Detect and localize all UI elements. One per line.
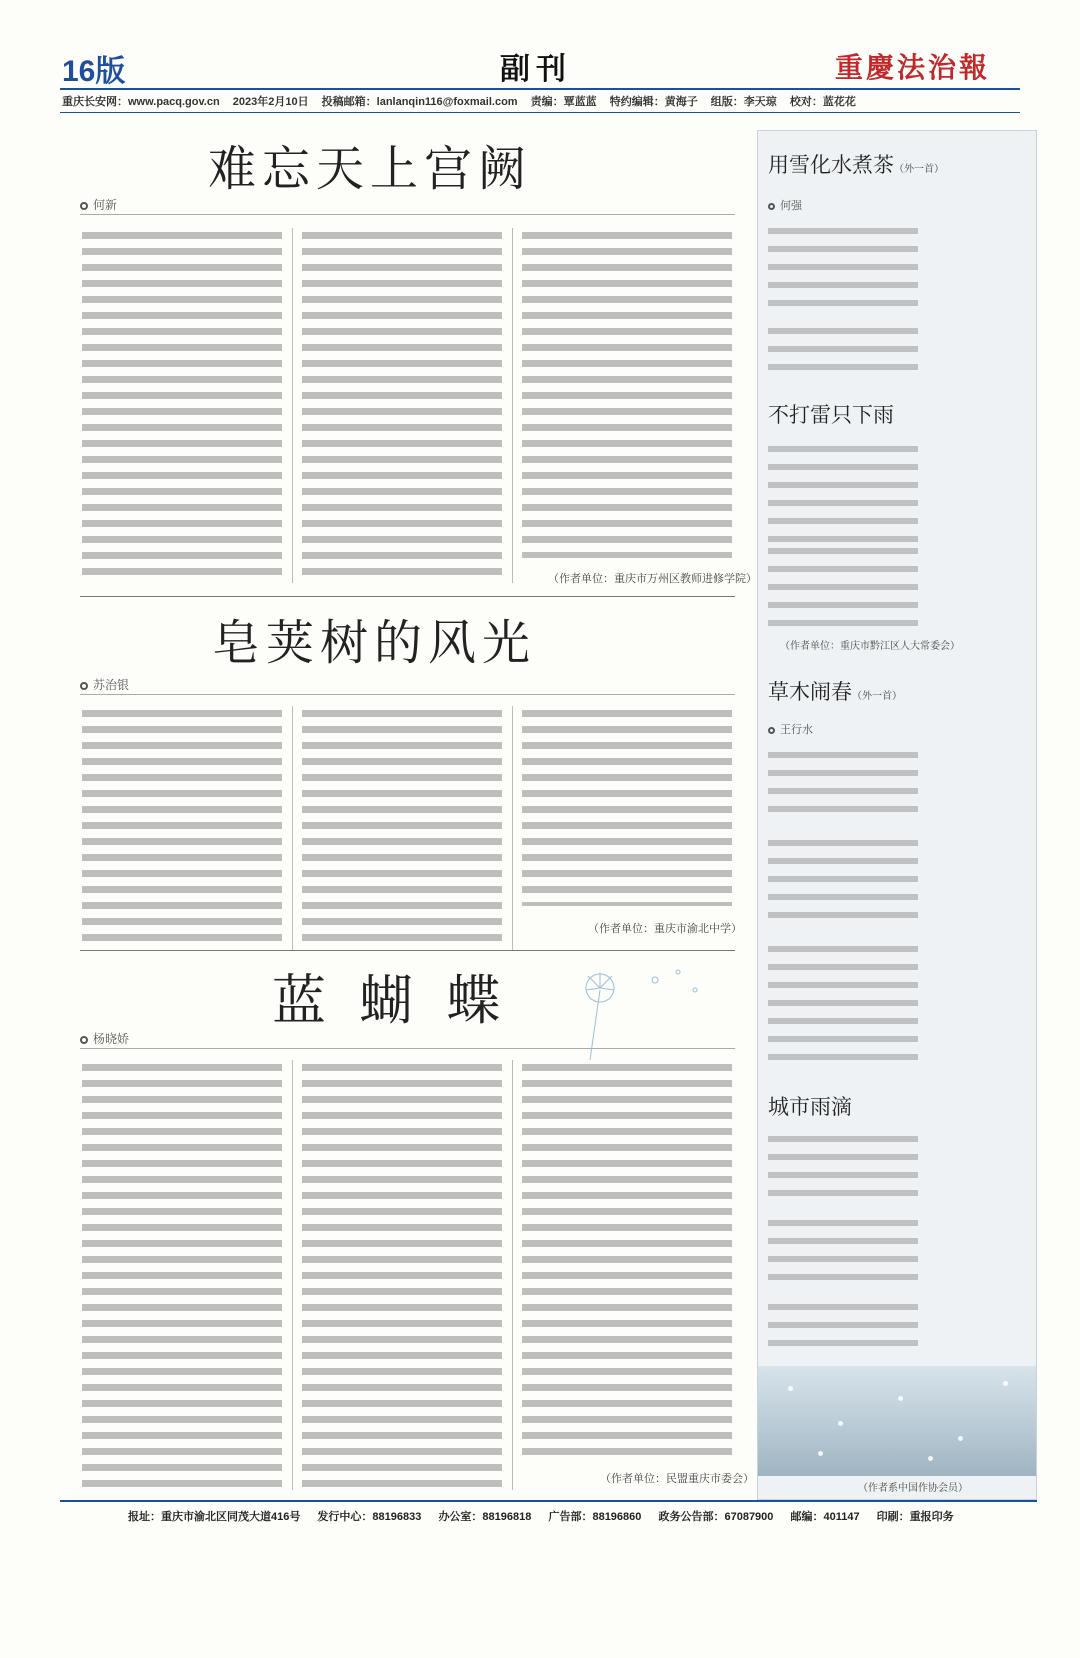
masthead bbox=[40, 38, 1040, 88]
masthead-rule bbox=[60, 88, 1020, 90]
divider bbox=[80, 694, 735, 695]
footer-gov-notice: 政务公告部：67087900 bbox=[658, 1511, 774, 1523]
article-title: 皂荚树的风光 bbox=[212, 615, 537, 671]
layout-editor: 组版：李天琼 bbox=[710, 96, 777, 108]
poem-body bbox=[768, 441, 918, 549]
divider bbox=[80, 596, 735, 597]
column-divider bbox=[292, 706, 293, 951]
article-body-column bbox=[302, 228, 502, 583]
site-link[interactable]: 重庆长安网：www.pacq.gov.cn bbox=[62, 96, 220, 108]
author-name: 苏治银 bbox=[93, 678, 130, 692]
poem-body bbox=[768, 223, 918, 315]
footer-distribution: 发行中心：88196833 bbox=[317, 1511, 422, 1523]
column-divider bbox=[512, 706, 513, 951]
footer-postcode: 邮编：401147 bbox=[790, 1511, 860, 1523]
poem-body bbox=[768, 1299, 918, 1355]
author-affiliation: （作者单位：重庆市黔江区人大常委会） bbox=[780, 641, 960, 652]
poem-title: 用雪化水煮茶（外一首） bbox=[768, 153, 944, 177]
poem-body bbox=[768, 543, 918, 635]
article-title: 蓝 蝴 蝶 bbox=[272, 969, 509, 1032]
article-title: 难忘天上宫阙 bbox=[208, 141, 533, 197]
bullet-icon bbox=[80, 202, 88, 210]
poetry-sidebar bbox=[757, 130, 1037, 1500]
author-name: 何新 bbox=[93, 198, 118, 212]
article-body-column bbox=[522, 706, 732, 906]
article-body-column bbox=[82, 1060, 282, 1490]
poem-body bbox=[768, 1215, 918, 1289]
divider bbox=[80, 950, 735, 951]
footer-office: 办公室：88196818 bbox=[438, 1511, 532, 1523]
author-name: 杨晓娇 bbox=[93, 1032, 130, 1046]
poem-body bbox=[768, 1131, 918, 1205]
column-divider bbox=[292, 228, 293, 583]
special-editor: 特约编辑：黄海子 bbox=[609, 96, 698, 108]
bullet-icon bbox=[80, 1036, 88, 1044]
footer-ads: 广告部：88196860 bbox=[548, 1511, 642, 1523]
author-affiliation: （作者单位：民盟重庆市委会） bbox=[600, 1472, 754, 1485]
divider bbox=[80, 1048, 735, 1049]
article-body-column bbox=[82, 706, 282, 951]
dandelion-illustration bbox=[560, 950, 720, 1060]
divider bbox=[80, 214, 735, 215]
article-byline bbox=[80, 1030, 129, 1047]
column-divider bbox=[512, 228, 513, 583]
article-body-column bbox=[302, 1060, 502, 1490]
poem-title: 草木闹春（外一首） bbox=[768, 680, 902, 704]
article-body-column bbox=[82, 228, 282, 583]
bullet-icon bbox=[768, 727, 775, 734]
column-divider bbox=[292, 1060, 293, 1490]
footer-rule bbox=[60, 1500, 1037, 1502]
poem-byline: 何强 bbox=[768, 197, 802, 213]
poem-byline: 王行水 bbox=[768, 721, 813, 737]
newspaper-logo: 重慶法治報 bbox=[834, 51, 990, 84]
author-affiliation: （作者单位：重庆市渝北中学） bbox=[588, 922, 742, 935]
poem-body bbox=[768, 941, 918, 1067]
column-divider bbox=[512, 1060, 513, 1490]
author-affiliation: （作者系中国作协会员） bbox=[858, 1483, 968, 1494]
footer-printer: 印刷：重报印务 bbox=[876, 1511, 954, 1523]
poem-title: 城市雨滴 bbox=[768, 1095, 852, 1119]
issue-date: 2023年2月10日 bbox=[232, 96, 309, 108]
article-body-column bbox=[522, 1060, 732, 1455]
article-body-column bbox=[302, 706, 502, 951]
info-bar bbox=[62, 93, 1022, 109]
proofreader: 校对：蓝花花 bbox=[789, 96, 856, 108]
snowfall-illustration bbox=[758, 1366, 1036, 1476]
editor: 责编：覃蓝蓝 bbox=[530, 96, 597, 108]
section-title: 副刊 bbox=[500, 52, 572, 87]
footer bbox=[128, 1508, 968, 1524]
poem-body bbox=[768, 835, 918, 927]
article-byline bbox=[80, 676, 129, 693]
article-body-column bbox=[522, 228, 732, 558]
footer-address: 报址：重庆市渝北区同茂大道416号 bbox=[128, 1511, 301, 1523]
poem-body bbox=[768, 747, 918, 821]
submission-email[interactable]: 投稿邮箱：lanlanqin116@foxmail.com bbox=[321, 96, 518, 108]
page-number: 16版 bbox=[62, 55, 126, 88]
info-bar-rule bbox=[60, 112, 1020, 113]
author-affiliation: （作者单位：重庆市万州区教师进修学院） bbox=[548, 572, 757, 585]
bullet-icon bbox=[768, 203, 775, 210]
poem-title: 不打雷只下雨 bbox=[768, 403, 894, 427]
article-byline bbox=[80, 196, 117, 213]
poem-body bbox=[768, 323, 918, 377]
bullet-icon bbox=[80, 682, 88, 690]
